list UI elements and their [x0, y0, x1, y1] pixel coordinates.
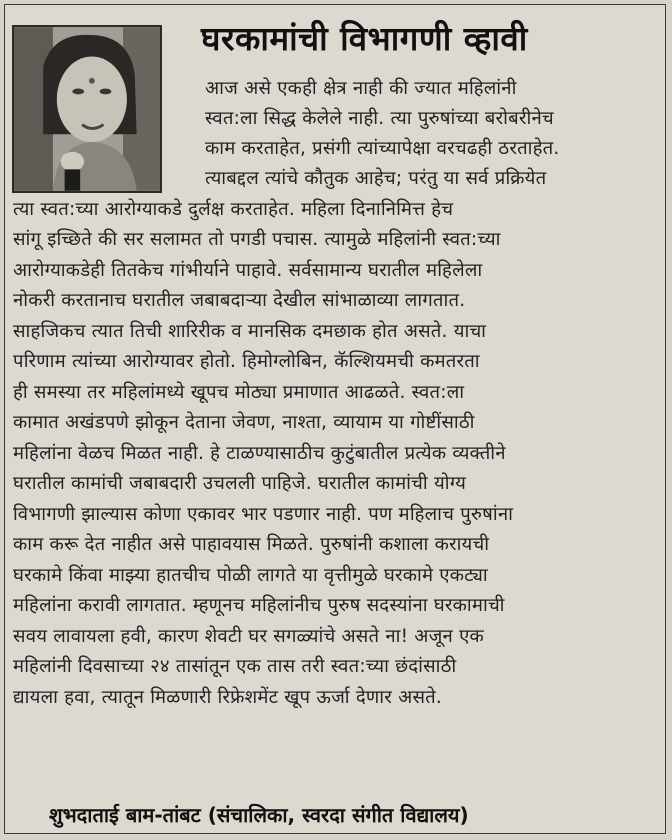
body-line: आरोग्याकडेही तितकेच गांभीर्याने पाहावे. सर्वसामान्य घरातील महिलेला: [13, 260, 483, 281]
body-line: ही समस्या तर महिलांमध्ये खूपच मोठ्या प्रमाणात आढळते. स्वत:ला: [13, 382, 465, 403]
author-portrait: [12, 25, 162, 193]
body-line: साहजिकच त्यात तिची शारिरीक व मानसिक दमछाक होत असते. याचा: [13, 321, 487, 342]
body-line: परिणाम त्यांच्या आरोग्यावर होतो. हिमोग्लोबिन, कॅल्शियमची कमतरता: [13, 351, 480, 372]
body-line: घरकामे किंवा माझ्या हातचीच पोळी लागते या वृत्तीमुळे घरकामे एकट्या: [13, 565, 488, 586]
body-line: सांगू इच्छिते की सर सलामत तो पगडी पचास. त्यामुळे महिलांनी स्वत:च्या: [13, 229, 501, 250]
body-line: काम करू देत नाहीत असे पाहावयास मिळते. पुरुषांनी कशाला करायची: [13, 534, 490, 555]
body-line: कामात अखंडपणे झोकून देताना जेवण, नाश्ता, व्यायाम या गोष्टींसाठी: [13, 412, 475, 433]
body-line: द्यायला हवा, त्यातून मिळणारी रिफ्रेशमेंट खूप ऊर्जा देणार असते.: [13, 687, 442, 708]
body-line: सवय लावायला हवी, कारण शेवटी घर सगळ्यांचे असते ना! अजून एक: [13, 626, 484, 647]
body-line: त्या स्वत:च्या आरोग्याकडे दुर्लक्ष करताहेत. महिला दिनानिमित्त हेच: [13, 199, 454, 220]
body-line: त्याबद्दल त्यांचे कौतुक आहेच; परंतु या सर्व प्रक्रियेत: [205, 168, 547, 189]
body-line: काम करताहेत, प्रसंगी त्यांच्यापेक्षा वरचढही ठरताहेत.: [205, 138, 560, 159]
body-line: स्वत:ला सिद्ध केलेले नाही. त्या पुरुषांच्या बरोबरीनेच: [205, 108, 554, 129]
body-line: घरातील कामांची जबाबदारी उचलली पाहिजे. घरातील कामांची योग्य: [13, 473, 467, 494]
portrait-icon: [14, 27, 160, 191]
headline: घरकामांची विभागणी व्हावी: [201, 19, 528, 58]
byline: शुभदाताई बाम-तांबट (संचालिका, स्वरदा संगीत विद्यालय): [49, 803, 469, 827]
body-line: महिलांना करावी लागतात. म्हणूनच महिलांनीच पुरुष सदस्यांना घरकामाची: [13, 595, 505, 616]
body-line: विभागणी झाल्यास कोणा एकावर भार पडणार नाही. पण महिलाच पुरुषांना: [13, 504, 514, 525]
body-line: महिलांना वेळच मिळत नाही. हे टाळण्यासाठीच कुटुंबातील प्रत्येक व्यक्तीने: [13, 443, 506, 464]
body-line: महिलांनी दिवसाच्या २४ तासांतून एक तास तरी स्वत:च्या छंदांसाठी: [13, 656, 457, 677]
body-line: आज असे एकही क्षेत्र नाही की ज्यात महिलांनी: [205, 78, 517, 99]
body-line: नोकरी करतानाच घरातील जबाबदाऱ्या देखील सांभाळाव्या लागतात.: [13, 290, 466, 311]
newspaper-clipping: [4, 4, 666, 834]
